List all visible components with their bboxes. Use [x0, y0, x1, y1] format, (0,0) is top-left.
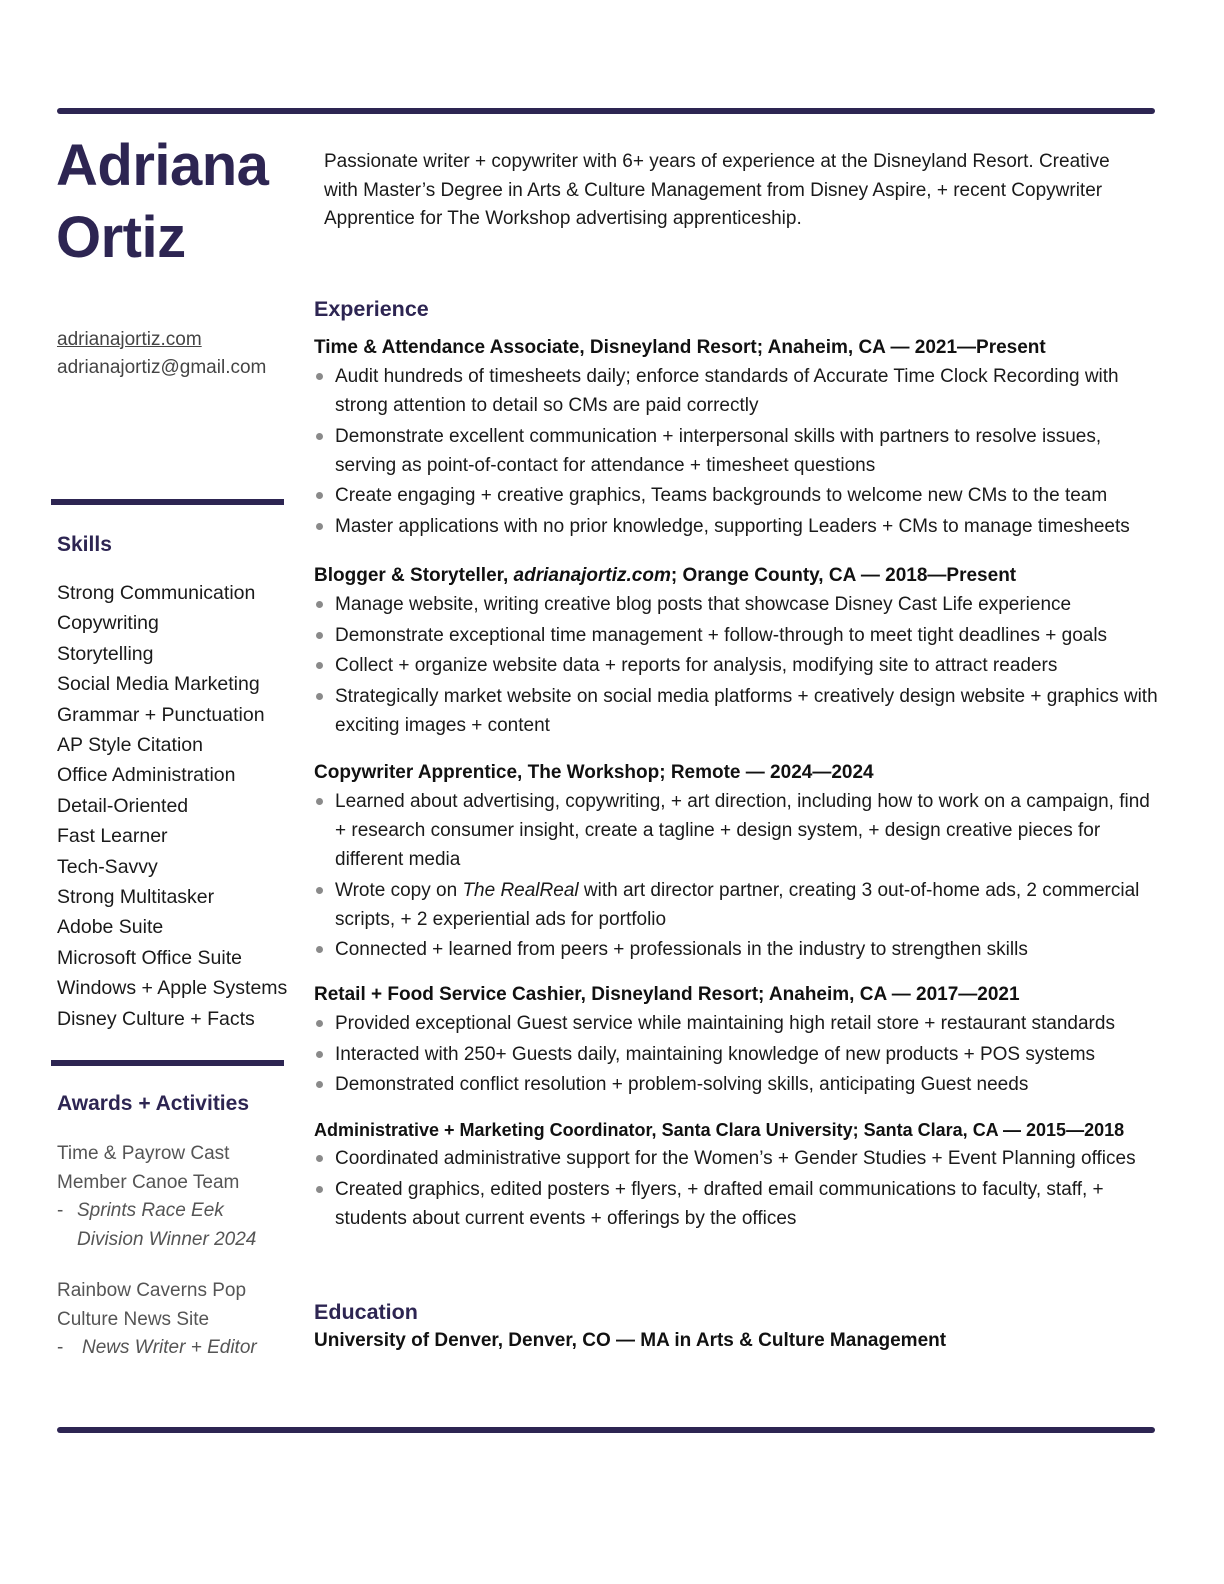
award-sub-text: News Writer + Editor [82, 1337, 257, 1358]
job-bullets [314, 787, 1164, 964]
job-bullets [314, 1009, 1164, 1099]
skill-item: Social Media Marketing [57, 673, 260, 696]
experience-heading: Experience [314, 297, 429, 321]
skill-item: Detail-Oriented [57, 794, 189, 817]
job-bullet: Demonstrate exceptional time management + follow-through to meet tight deadlines + goals [314, 621, 1164, 650]
sidebar-divider-skills [51, 499, 284, 505]
award-entry [57, 1140, 256, 1254]
job-bullet: Created graphics, edited posters + flyers, + drafted email communications to faculty, staff, + students about current events + offerings by the offices [314, 1175, 1164, 1233]
skill-item: Grammar + Punctuation [57, 703, 265, 726]
skill-item: Windows + Apple Systems [57, 977, 288, 1000]
skill-item: Microsoft Office Suite [57, 946, 242, 969]
award-sub-line: Division Winner 2024 [77, 1228, 257, 1250]
award-sub-line: Sprints Race Eek [77, 1200, 224, 1221]
email-address: adrianajortiz@gmail.com [57, 357, 267, 378]
job-title [314, 562, 1164, 590]
job-bullet: Demonstrate excellent communication + interpersonal skills with partners to resolve issues, serving as point-of-contact for attendance + timesheet questions [314, 422, 1164, 480]
last-name: Ortiz [56, 205, 186, 270]
skill-item: Disney Culture + Facts [57, 1007, 255, 1030]
job-bullets [314, 1144, 1164, 1233]
job-title: Retail + Food Service Cashier, Disneyland Resort; Anaheim, CA — 2017—2021 [314, 984, 1020, 1005]
job-entry [314, 981, 1164, 1101]
job-bullet: Strategically market website on social media platforms + creatively design website + graphics with exciting images + content [314, 682, 1164, 740]
skill-item: Fast Learner [57, 825, 168, 848]
job-bullet: Demonstrated conflict resolution + problem-solving skills, anticipating Guest needs [314, 1070, 1164, 1099]
award-line: Member Canoe Team [57, 1171, 240, 1193]
job-entry [314, 334, 1164, 542]
skill-item: Tech-Savvy [57, 855, 158, 878]
job-bullets [314, 362, 1164, 541]
job-bullet: Provided exceptional Guest service while maintaining high retail store + restaurant standards [314, 1009, 1164, 1038]
education-entry: University of Denver, Denver, CO — MA in Arts & Culture Management [314, 1330, 947, 1351]
skill-item: Adobe Suite [57, 916, 164, 939]
award-line: Time & Payrow Cast [57, 1143, 230, 1164]
job-bullet [314, 876, 1164, 934]
skill-item: Office Administration [57, 764, 236, 787]
job-bullet: Create engaging + creative graphics, Teams backgrounds to welcome new CMs to the team [314, 481, 1164, 510]
skill-item: Strong Multitasker [57, 886, 215, 909]
award-dash: - [57, 1200, 64, 1221]
job-bullet: Connected + learned from peers + professionals in the industry to strengthen skills [314, 935, 1164, 964]
award-dash: - [57, 1337, 64, 1358]
contact-block [57, 326, 266, 382]
job-title-text: Blogger & Storyteller, [314, 565, 514, 586]
job-bullet: Manage website, writing creative blog posts that showcase Disney Cast Life experience [314, 590, 1164, 619]
job-title: Administrative + Marketing Coordinator, Santa Clara University; Santa Clara, CA — 2015—2018 [314, 1120, 1125, 1140]
job-bullet: Master applications with no prior knowledge, supporting Leaders + CMs to manage timesheets [314, 512, 1164, 541]
award-sub [57, 1334, 257, 1363]
job-title: Copywriter Apprentice, The Workshop; Remote — 2024—2024 [314, 762, 874, 783]
sidebar-divider-awards [51, 1060, 284, 1066]
job-bullet: Coordinated administrative support for the Women’s + Gender Studies + Event Planning offices [314, 1144, 1164, 1173]
award-line: Culture News Site [57, 1308, 210, 1330]
job-bullet: Interacted with 250+ Guests daily, maintaining knowledge of new products + POS systems [314, 1040, 1164, 1069]
job-bullets [314, 590, 1164, 740]
award-line: Rainbow Caverns Pop [57, 1280, 247, 1301]
candidate-name [56, 130, 268, 274]
bullet-text: Wrote copy on [335, 879, 463, 901]
job-bullet: Collect + organize website data + reports for analysis, modifying site to attract readers [314, 651, 1164, 680]
brand-name: The RealReal [462, 879, 579, 901]
job-bullet: Audit hundreds of timesheets daily; enforce standards of Accurate Time Clock Recording with strong attention to detail so CMs are paid correctly [314, 362, 1164, 420]
top-divider [57, 108, 1155, 114]
job-bullet: Learned about advertising, copywriting, + art direction, including how to work on a campaign, find + research consumer insight, create a tagline + design system, + design creative pieces for different media [314, 787, 1164, 874]
skill-item: Copywriting [57, 612, 159, 635]
awards-heading: Awards + Activities [57, 1092, 250, 1115]
award-entry [57, 1277, 257, 1363]
education-heading: Education [314, 1300, 418, 1324]
award-sub-text [77, 1197, 256, 1254]
job-entry [314, 759, 1164, 966]
award-sub [57, 1197, 256, 1254]
skill-item: Strong Communication [57, 582, 256, 604]
job-entry [314, 1116, 1164, 1234]
skill-item: Storytelling [57, 642, 154, 665]
job-title: Time & Attendance Associate, Disneyland Resort; Anaheim, CA — 2021—Present [314, 337, 1046, 358]
website-link[interactable]: adrianajortiz.com [57, 329, 202, 350]
skill-item: AP Style Citation [57, 734, 203, 757]
bullet-text: with art director partner, creating 3 out-of-home ads, 2 commercial scripts, + 2 experiential ads for portfolio [335, 879, 1140, 930]
skills-heading: Skills [57, 533, 112, 556]
summary-paragraph: Passionate writer + copywriter with 6+ years of experience at the Disneyland Resort. Creative with Master’s Degree in Arts & Culture Management from Disney Aspire, + recent Copywriter Apprentice for The Workshop advertising apprenticeship. [324, 151, 1110, 229]
skills-list [57, 578, 287, 1034]
job-title-site: adrianajortiz.com [513, 565, 671, 586]
first-name: Adriana [56, 133, 269, 198]
bottom-divider [57, 1427, 1155, 1433]
job-title-text: ; Orange County, CA — 2018—Present [670, 565, 1017, 586]
job-entry [314, 562, 1164, 741]
